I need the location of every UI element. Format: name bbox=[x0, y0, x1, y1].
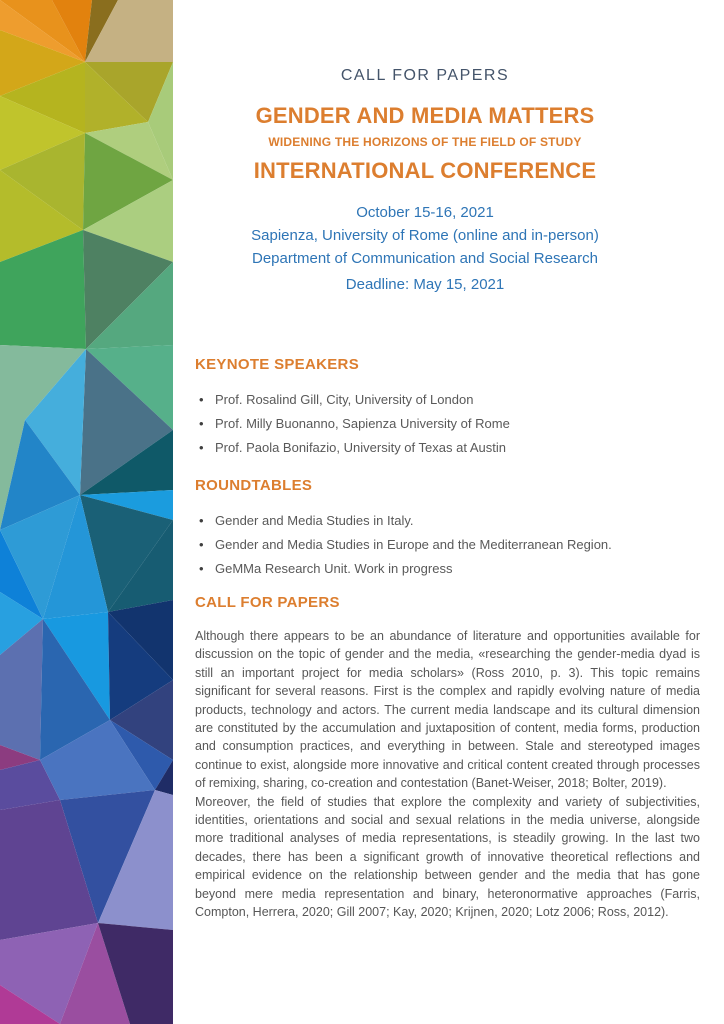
flyer-header bbox=[195, 66, 655, 296]
roundtables-heading: ROUNDTABLES bbox=[195, 477, 313, 494]
polygon-mosaic-sidebar bbox=[0, 0, 173, 1024]
cfp-paragraph: Moreover, the field of studies that explore the complexity and variety of subjectivities, identities, orientations and social and sexual relations in the media universe, alongside more traditional analyses of media representations, is steadily growing. In the last two decades, there has been a significant growth of innovative theoretical reflections and empirical evidence on the relationship between gender and the media that has gone beyond mere media representation and binary, heteronormative approaches (Farris, Compton, Herrera, 2020; Gill 2007; Kay, 2020; Krijnen, 2020; Lotz 2006; Ross, 2012). bbox=[195, 794, 700, 920]
call-for-papers-heading: CALL FOR PAPERS bbox=[195, 594, 340, 611]
event-venue: Sapienza, University of Rome (online and in-person) bbox=[251, 227, 599, 244]
keynote-speakers-list bbox=[195, 388, 700, 460]
event-details bbox=[195, 201, 655, 270]
roundtable-item: • Gender and Media Studies in Europe and the Mediterranean Region. bbox=[195, 533, 700, 557]
kicker-text: CALL FOR PAPERS bbox=[340, 67, 510, 84]
speaker-item: • Prof. Paola Bonifazio, University of Texas at Austin bbox=[195, 436, 700, 460]
flyer-title: GENDER AND MEDIA MATTERS bbox=[255, 103, 595, 128]
event-dates: October 15-16, 2021 bbox=[356, 204, 494, 221]
submission-deadline: Deadline: May 15, 2021 bbox=[345, 276, 505, 293]
roundtable-item: • Gender and Media Studies in Italy. bbox=[195, 509, 700, 533]
cfp-paragraph: Although there appears to be an abundance of literature and opportunities available for discussion on the topic of gender and the media, «researching the gender-media dyad is still an important project for media scholars» (Ross 2010, p. 3). This topic remains significant for several reasons. First is the complex and rapidly evolving nature of media products, technology and actors. The current media landscape and its cultural dimension are constituted by the accumulation and juxtaposition of content, media forms, production and consumption practices, and everything in between. Stale and stereotyped images continue to exist, alongside more innovative and critical content created through processes of remixing, sharing, co-creation and contestation (Banet-Weiser, 2018; Bolter, 2019). bbox=[195, 629, 700, 791]
roundtables-list bbox=[195, 509, 700, 581]
event-department: Department of Communication and Social Research bbox=[251, 250, 598, 267]
keynote-speakers-heading: KEYNOTE SPEAKERS bbox=[195, 356, 359, 373]
call-for-papers-body bbox=[195, 627, 700, 922]
speaker-item: • Prof. Rosalind Gill, City, University of London bbox=[195, 388, 700, 412]
flyer-subtitle: WIDENING THE HORIZONS OF THE FIELD OF STUDY bbox=[268, 135, 582, 149]
speaker-item: • Prof. Milly Buonanno, Sapienza University of Rome bbox=[195, 412, 700, 436]
conference-title: INTERNATIONAL CONFERENCE bbox=[253, 158, 597, 183]
roundtable-item: • GeMMa Research Unit. Work in progress bbox=[195, 557, 700, 581]
flyer-content bbox=[195, 0, 700, 922]
